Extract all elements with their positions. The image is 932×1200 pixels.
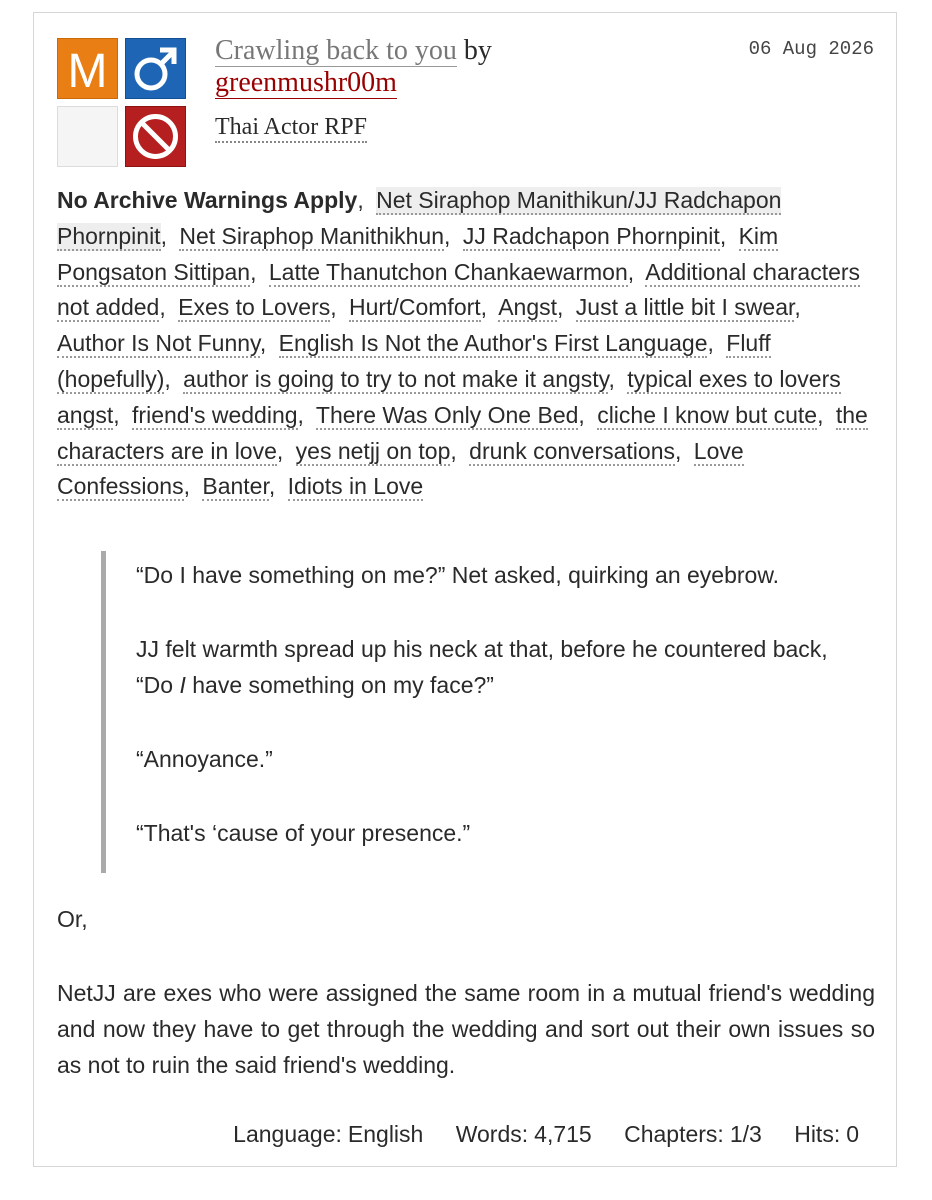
tag-character[interactable]: Latte Thanutchon Chankaewarmon [268,258,628,285]
by-text: by [463,35,492,66]
fandom-link[interactable]: Thai Actor RPF [215,113,367,143]
tag-freeform[interactable]: the characters are in love [57,401,868,464]
summary-paragraph: Or, [57,906,88,932]
tag-freeform[interactable]: author is going to try to not make it angsty [183,365,609,392]
words-value: 4,715 [534,1121,592,1147]
work-stats [233,1121,859,1148]
blank-square-icon[interactable] [57,106,118,167]
tag-character[interactable]: JJ Radchapon Phornpinit [462,222,720,249]
publish-date: 06 Aug 2026 [748,38,874,60]
chapters-value: 1/3 [729,1121,762,1147]
work-heading [215,35,635,99]
tag-freeform[interactable]: typical exes to lovers angst [57,365,841,428]
tag-character[interactable]: Additional characters not added [57,258,861,321]
tag-freeform[interactable]: Love Confessions [57,437,744,500]
tag-freeform[interactable]: yes netjj on top [295,437,451,464]
tag-freeform[interactable]: friend's wedding [132,401,298,428]
language-value: English [347,1121,424,1147]
tag-list: No Archive Warnings Apply, Net Siraphop Manithikun/JJ Radchapon Phornpinit, Net Siraphop Manithikhun, JJ Radchapon Phornpinit, Kim Pongsaton Sittipan, Latte Thanutchon Chankaewarmon, Additional characters not added, Exes to Lovers, Hurt/Comfort, Angst, Just a little bit I swear, Author Is Not Funny, English Is Not the Author's First Language, Fluff (hopefully), author is going to try to not make it angsty, typical exes to lovers angst, friend's wedding, There Was Only One Bed, cliche I know but cute, the characters are in love, yes netjj on top, drunk conversations, Love Confessions, Banter, Idiots in Love [57,187,868,500]
quote-line: “Do I have something on me?” Net asked, quirking an eyebrow. [136,562,780,588]
required-tags [57,38,187,168]
rating-icon[interactable] [57,38,118,99]
tag-freeform[interactable]: Angst [498,294,558,321]
tag-warning[interactable]: No Archive Warnings Apply [57,187,358,213]
hits-label: Hits: [794,1121,841,1147]
tag-character[interactable]: Kim Pongsaton Sittipan [57,222,779,285]
tag-freeform[interactable]: Author Is Not Funny [57,330,260,357]
tag-freeform[interactable]: Fluff (hopefully) [57,330,771,392]
tag-freeform[interactable]: Hurt/Comfort [349,294,481,321]
tag-freeform[interactable]: drunk conversations [469,437,676,464]
summary-paragraph: NetJJ are exes who were assigned the same room in a mutual friend's wedding and now they have to get through the wedding and sort out their own issues so as not to ruin the said friend's wedding. [57,980,875,1078]
quote-line: “Annoyance.” [136,746,273,772]
svg-text:M: M [67,45,108,98]
tag-freeform[interactable]: Banter [202,473,269,500]
tag-freeform[interactable]: There Was Only One Bed [315,401,579,428]
tag-freeform[interactable]: Idiots in Love [287,473,424,500]
tag-freeform[interactable]: cliche I know but cute [597,401,818,428]
quote-line: JJ felt warmth spread up his neck at that, before he countered back, “Do I have something on my face?” [136,636,828,698]
words-label: Words: [455,1121,529,1147]
summary-quote [101,551,861,873]
quote-line: “That's ‘cause of your presence.” [136,820,471,846]
tag-freeform[interactable]: Exes to Lovers [178,294,331,321]
hits-value: 0 [846,1121,859,1147]
work-blurb [33,12,897,1167]
tag-freeform[interactable]: English Is Not the Author's First Language [278,330,708,357]
tag-freeform[interactable]: Just a little bit I swear [575,294,795,321]
work-title-link[interactable]: Crawling back to you [215,35,457,66]
author-link[interactable]: greenmushr00m [215,67,397,98]
language-label: Language: [233,1121,342,1147]
tag-character[interactable]: Net Siraphop Manithikhun [179,222,445,249]
tag-relationship[interactable]: Net Siraphop Manithikun/JJ Radchapon Phornpinit [57,187,782,249]
chapters-label: Chapters: [624,1121,724,1147]
male-symbol-icon[interactable] [125,38,186,99]
prohibited-circle-icon[interactable] [125,106,186,167]
